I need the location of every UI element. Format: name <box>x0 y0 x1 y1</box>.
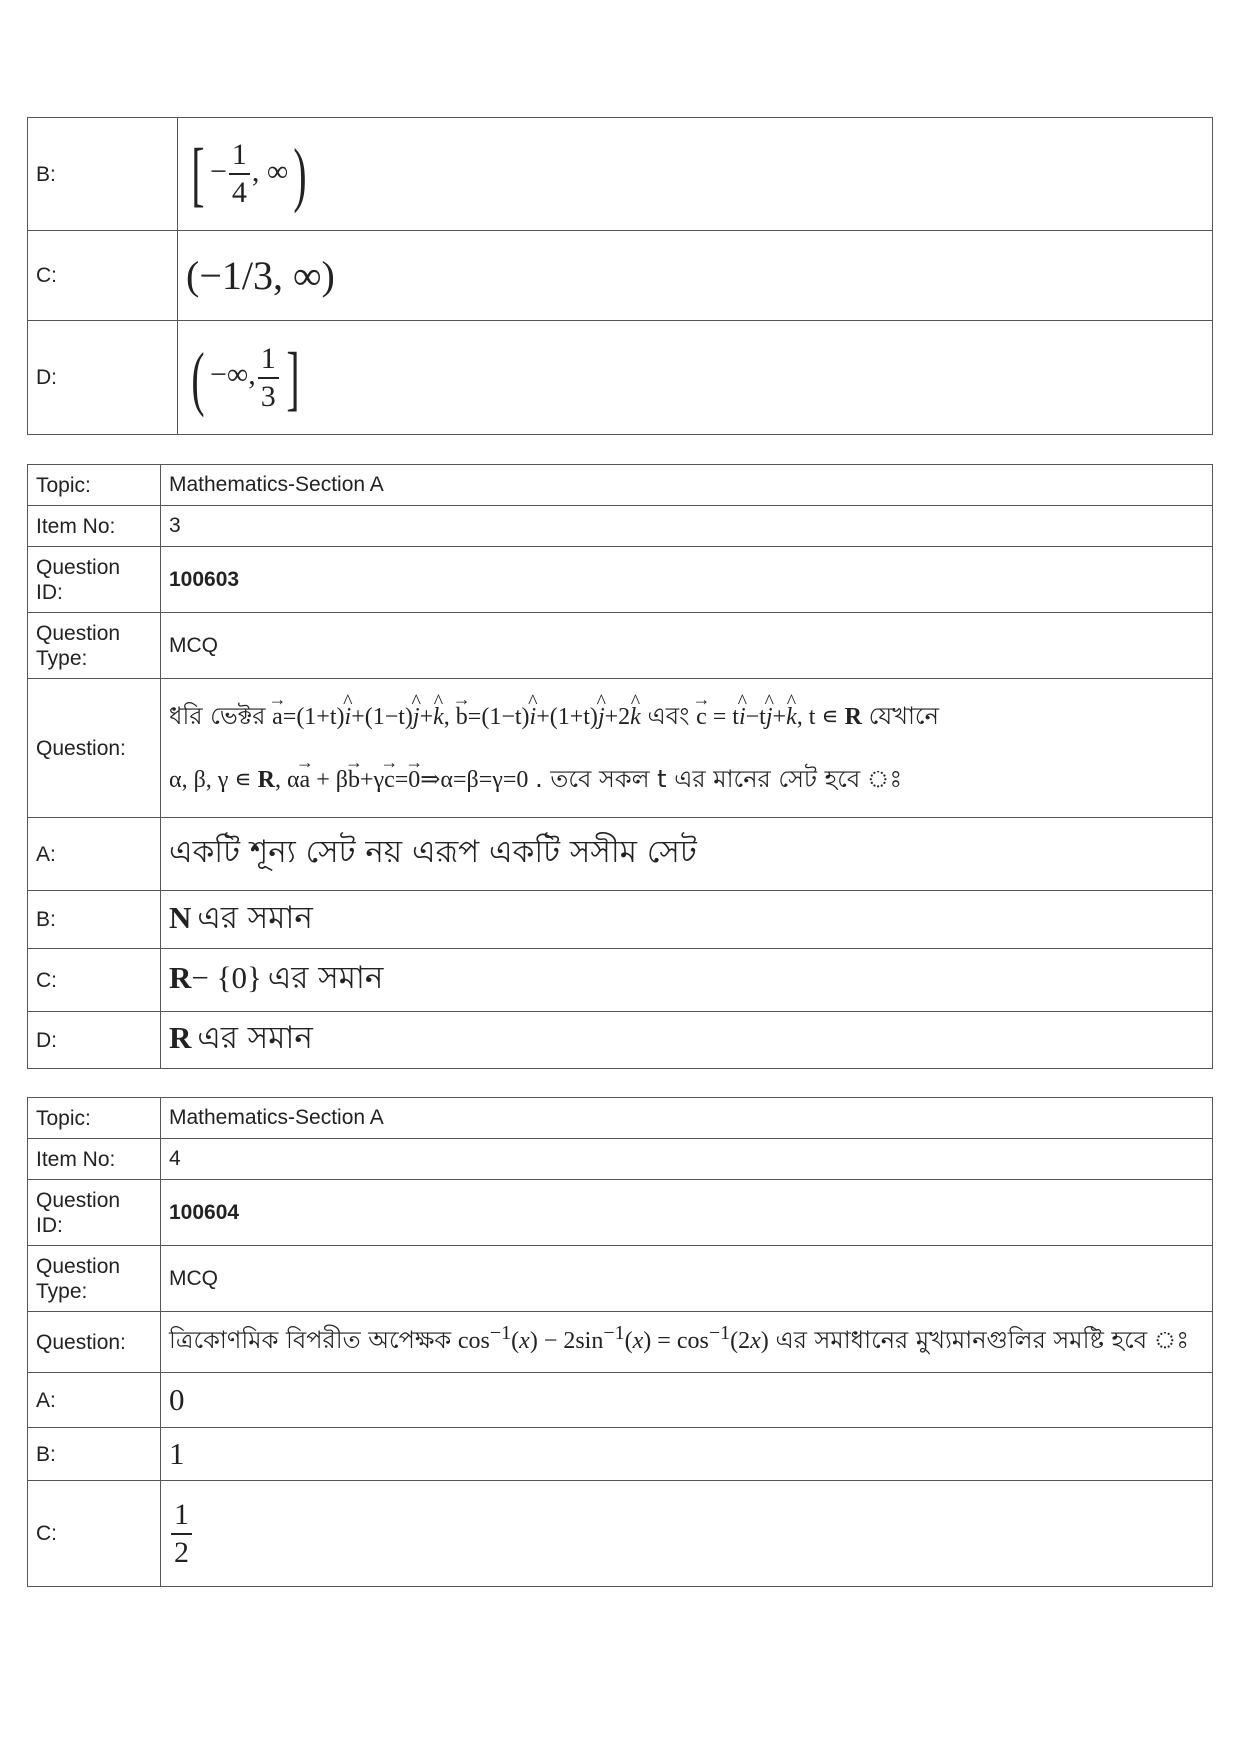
question-table-4 <box>27 1097 1213 1587</box>
item-no-value: 4 <box>161 1139 1213 1180</box>
option-value: [ − $\frac{1}{4}$ , ∞) <box>178 118 1213 231</box>
option-row-d <box>28 321 1213 435</box>
option-c-label: C: <box>28 949 161 1012</box>
question-label: Question: <box>28 1312 161 1373</box>
option-a-label: A: <box>28 1373 161 1428</box>
topic-label: Topic: <box>28 465 161 506</box>
option-a-label: A: <box>28 818 161 891</box>
option-label: C: <box>28 231 178 321</box>
option-b-label: B: <box>28 891 161 949</box>
option-row-b <box>28 118 1213 231</box>
question-type-label: Question Type: <box>28 1246 161 1312</box>
question-id-value: 100603 <box>161 547 1213 613</box>
question-id-value: 100604 <box>161 1180 1213 1246</box>
option-b-text: 1 <box>161 1428 1213 1481</box>
question-text: ধরি ভেক্টর → a=(1+t)^ i+(1−t)^ j+^ k, → b=(1−t)^ i+(1+t)^ j+2^ k এবং → c = t^ i−t^ j+^ k, t ∊ R যেখানে α, β, γ ∊ R, α→ a + β→ b+γ→ c=→ 0⇒α=β=γ=0 . তবে সকল t এর মানের সেট হবে ঃ <box>161 679 1213 818</box>
option-value <box>178 231 1213 321</box>
option-value: ( −∞, $\frac{1}{3}$ ] <box>178 321 1213 435</box>
option-math: (−1/3, ∞) <box>186 253 335 298</box>
item-no-value: 3 <box>161 506 1213 547</box>
question-table-3 <box>27 464 1213 1069</box>
option-a-text: একটি শূন্য সেট নয় এরূপ একটি সসীম সেট <box>161 818 1213 891</box>
option-d-text: R এর সমান <box>161 1012 1213 1069</box>
question-id-label: Question ID: <box>28 1180 161 1246</box>
option-b-label: B: <box>28 1428 161 1481</box>
topic-value: Mathematics-Section A <box>161 1098 1213 1139</box>
option-c-text: R− {0} এর সমান <box>161 949 1213 1012</box>
topic-label: Topic: <box>28 1098 161 1139</box>
option-c-label: C: <box>28 1481 161 1587</box>
question-type-value: MCQ <box>161 613 1213 679</box>
question-type-value: MCQ <box>161 1246 1213 1312</box>
option-c-text: $\frac{1}{2}$ <box>161 1481 1213 1587</box>
item-no-label: Item No: <box>28 506 161 547</box>
option-label: B: <box>28 118 178 231</box>
question-text: ত্রিকোণমিক বিপরীত অপেক্ষক $\cos^{-1}(x) - 2\sin^{-1}(x) = \cos^{-1}(2x)$ এর সমাধানের মুখ্যমানগুলির সমষ্টি হবে ঃ <box>161 1312 1213 1373</box>
option-label: D: <box>28 321 178 435</box>
option-b-text: N এর সমান <box>161 891 1213 949</box>
option-d-label: D: <box>28 1012 161 1069</box>
question-label: Question: <box>28 679 161 818</box>
prev-question-table <box>27 117 1213 435</box>
question-type-label: Question Type: <box>28 613 161 679</box>
question-id-label: Question ID: <box>28 547 161 613</box>
topic-value: Mathematics-Section A <box>161 465 1213 506</box>
item-no-label: Item No: <box>28 1139 161 1180</box>
option-row-c <box>28 231 1213 321</box>
option-a-text: 0 <box>161 1373 1213 1428</box>
